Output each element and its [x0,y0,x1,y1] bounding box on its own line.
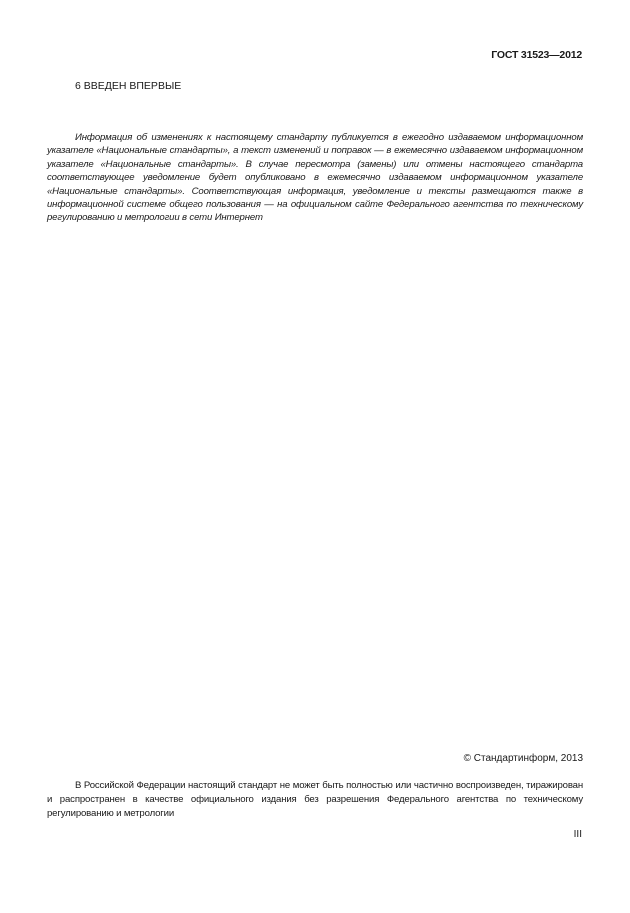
copyright: © Стандартинформ, 2013 [463,753,583,764]
intro-item: 6 ВВЕДЕН ВПЕРВЫЕ [75,80,182,92]
info-notice: Информация об изменениях к настоящему стандарту публикуется в ежегодно издаваемом информационном указателе «Национальные стандарты», а текст изменений и поправок — в ежемесячно издаваемом информационном указателе «Национальные стандарты». В случае пересмотра (замены) или отмены настоящего стандарта соответствующее уведомление будет опубликовано в ежемесячно издаваемом информационном указателе «Национальные стандарты». Соответствующая информация, уведомление и тексты размещаются также в информационной системе общего пользования — на официальном сайте Федерального агентства по техническому регулированию и метрологии в сети Интернет [47,132,583,224]
standard-code: ГОСТ 31523—2012 [491,49,582,61]
page-number: III [573,829,582,840]
rights-notice: В Российской Федерации настоящий стандарт не может быть полностью или частично воспроизведен, тиражирован и распространен в качестве официального издания без разрешения Федерального агентства по техническому регулированию и метрологии [47,780,583,820]
